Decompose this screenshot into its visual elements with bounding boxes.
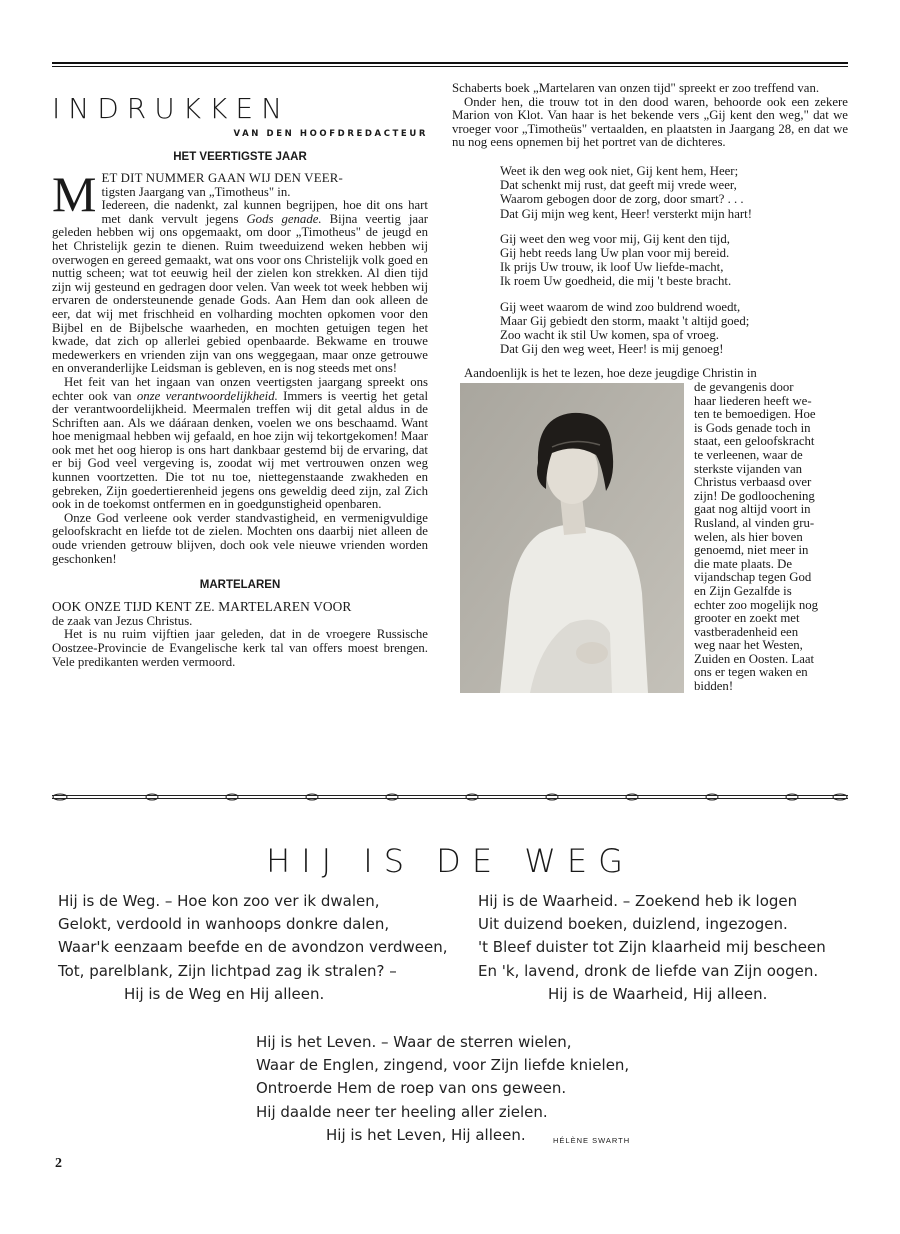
left-column: [52, 86, 428, 669]
lead-caps: ET DIT NUMMER GAAN WIJ DEN VEER-: [101, 171, 343, 185]
wrap-line: ons er tegen waken en: [694, 665, 808, 680]
verse-line: Tot, parelblank, Zijn lichtpad zag ik stralen? –: [58, 961, 397, 980]
right-column: [452, 82, 848, 697]
wrap-line: vastberadenheid een: [694, 624, 799, 639]
wrap-line: Rusland, al vinden gru-: [694, 515, 815, 530]
p2-a: Het feit van het ingaan van onzen veertigsten jaargang spreekt ons echter ook van: [52, 374, 428, 403]
verse-line: En 'k, lavend, dronk de liefde van Zijn oogen.: [478, 961, 819, 980]
verse-line: Hij is de Waarheid. – Zoekend heb ik logen: [478, 892, 798, 910]
wrap-line: die mate plaats. De: [694, 556, 793, 571]
wrap-line: haar liederen heeft we-: [694, 393, 812, 408]
paragraph-4: [52, 600, 428, 628]
p1-c: Bijna veertig jaar geleden hebben wij ons opgemaakt, om door „Timotheus" de jeugd en het Christelijk gezin te dienen. Ruim tweeduizend weken hebben wij overwogen en gereed gemaakt, wat ons voor ons Christelijk volk goed en nuttig scheen; wat tot eeuwig heil der zielen kon strekken. Al dien tijd zijn wij gesteund en gedragen door velen. Van week tot week hebben wij ervaren de ondersteunende genade Gods. Aan Hem dan ook alleen de eer, dat wij met frischheid en volharding mochten opkomen voor den Bijbel en de Bijbelsche waarheden, en mochten getuigen tegen het kwade, dat zich op allerlei gebied openbaarde. Bekwame en trouwe medewerkers en vrienden zijn van ons weggegaan, maar onze getrouwe en onveranderlijke Leidsman is gebleven, en is nog steeds met ons!: [52, 211, 429, 376]
verse-stanza-2: [478, 890, 826, 1006]
poem-line: Zoo wacht ik stil Uw komen, spa of vroeg.: [500, 328, 719, 342]
article-body: [52, 166, 429, 566]
wrap-line: welen, als hier boven: [694, 529, 803, 544]
page-number: 2: [55, 1156, 62, 1171]
verse-stanza-3: [256, 1031, 629, 1147]
poem-author: HÉLÈNE SWARTH: [553, 1136, 631, 1145]
p1-b: Iedereen, die nadenkt, zal kunnen begrijpen, hoe dit ons hart met dank vervult jegens: [101, 198, 428, 226]
right-body: [452, 82, 848, 150]
verse-line: 't Bleef duister tot Zijn klaarheid mij bescheen: [478, 938, 826, 957]
wrap-line: genoemd, niet meer in: [694, 543, 809, 558]
p2-b: Immers is veertig het getal der verantwoordelijkheid. Meermalen treffen wij dit getal aldus in de Schriften aan. Als we dááraan denken, voelen we ons beschaamd. Want hoe menigmaal hebben wij gefaald, en hoe zijn wij tekortgekomen! Maar ook met het oog hierop is ons hart dankbaar gestemd bij de ervaring, dat er bij God veel vergeving is, zoodat wij met vertrouwen onzen weg kunnen voortzetten. Die tot nu toe, niettegenstaande zwakheden en gebreken, Zijn goedertierenheid jegens ons geweldig deed zijn, zal Zich ook in de toekomst ontfermen en in goedgunstigheid openbaren.: [52, 388, 429, 512]
wrap-line: gaat nog altijd voort in: [694, 502, 811, 517]
poem-stanza: [500, 164, 848, 221]
verse-line: Waar de Englen, zingend, voor Zijn liefde knielen,: [256, 1056, 630, 1075]
p4-a: de zaak van Jezus Christus.: [52, 613, 193, 628]
martelaren-body: [52, 600, 428, 669]
poem-line: Waarom gebogen door de zorg, door smart? . . .: [500, 192, 744, 207]
poem-line: Gij weet den weg voor mij, Gij kent den tijd,: [500, 231, 730, 246]
p2-em: onze verantwoordelijkheid.: [136, 388, 278, 403]
heading-martelaren: MARTELAREN: [199, 579, 281, 592]
wrap-line: te verleenen, waar de: [694, 447, 803, 462]
wrap-line: zijn! De godloochening: [694, 488, 815, 503]
poem-line: Gij weet waarom de wind zoo buldrend woedt,: [500, 299, 741, 314]
poem-line: Weet ik den weg ook niet, Gij kent hem, Heer;: [500, 163, 739, 178]
verse-line: Gelokt, verdoold in wanhoops donkre dalen,: [58, 915, 390, 934]
wrap-line: sterkste vijanden van: [694, 461, 803, 476]
wrap-line: bidden!: [694, 679, 734, 694]
poem-line: Dat Gij mijn weg kent, Heer! versterkt mijn hart!: [500, 206, 752, 221]
right-paragraph-1: Schaberts boek „Martelaren van onzen tijd" spreekt er zoo treffend van.: [452, 81, 820, 95]
verse-line: Hij is het Leven. – Waar de sterren wielen,: [256, 1033, 572, 1051]
wrap-line: Christus verbaasd over: [694, 475, 812, 490]
wrap-line: vijandschap tegen God: [694, 570, 812, 585]
dropcap: M: [52, 166, 97, 222]
poem-title: HIJ IS DE WEG: [266, 842, 634, 880]
verse-refrain: Hij is de Waarheid, Hij alleen.: [548, 984, 768, 1003]
poem-line: Maar Gij gebiedt den storm, maakt 't altijd goed;: [500, 313, 750, 328]
wrap-line: en Zijn Gezalfde is: [694, 583, 792, 598]
ornamental-divider: [52, 790, 848, 804]
wrap-line: grooter en zoekt met: [694, 611, 800, 626]
p1-a: tigsten Jaargang van „Timotheus" in.: [101, 184, 291, 199]
wrap-line: ten te bemoedigen. Hoe: [694, 407, 816, 422]
poem-line: Ik roem Uw goedheid, die mij 't beste bracht.: [500, 274, 732, 289]
portrait-photo: [460, 383, 684, 693]
verse-refrain: Hij is het Leven, Hij alleen.: [326, 1125, 526, 1144]
paragraph-3: Onze God verleene ook verder standvastigheid, en vermenigvuldige geloofskracht en liefde tot de zielen. Mochten ons daarbij niet alleen de oude vrienden getrouw blijven, doch ook vele nieuwe vrienden worden geschonken!: [52, 510, 428, 566]
poem-line: Gij hebt reeds lang Uw plan voor mij bereid.: [500, 245, 730, 260]
poem-line: Dat schenkt mij rust, dat geeft mij vrede weer,: [500, 178, 737, 193]
portrait-image: [460, 383, 684, 693]
verse-line: Hij is de Weg. – Hoe kon zoo ver ik dwalen,: [58, 892, 380, 910]
wrap-line: Zuiden en Oosten. Laat: [694, 651, 815, 666]
wrap-line: echter zoo mogelijk nog: [694, 597, 819, 612]
poem-stanza: [500, 300, 848, 357]
verse-line: Waar'k eenzaam beefde en de avondzon verdween,: [58, 938, 448, 957]
poem-stanza: [500, 232, 848, 289]
poem-line: Ik prijs Uw trouw, ik loof Uw liefde-macht,: [500, 260, 724, 275]
verse-stanza-1: [58, 890, 448, 1006]
byline: VAN DEN HOOFDREDACTEUR: [233, 129, 428, 139]
verse-line: Hij daalde neer ter heeling aller zielen.: [256, 1102, 548, 1121]
paragraph-1: [52, 166, 429, 376]
right-paragraph-3-first: Aandoenlijk is het te lezen, hoe deze jeugdige Christin in: [464, 366, 757, 381]
p1-em: Gods genade.: [246, 211, 322, 226]
right-paragraph-2: Onder hen, die trouw tot in den dood waren, behoorde ook een zekere Marion von Klot. Van haar is het bekende vers „Gij kent den weg," dat we vroeger voor „Timotheüs" vertaalden, en plaatsten in Jaargang 28, en dat we nu nog eens opnemen bij het portret van de dichteres.: [452, 94, 848, 150]
masthead: INDRUKKEN: [52, 92, 291, 125]
paragraph-2: [52, 376, 428, 512]
top-rule: [52, 62, 848, 67]
wrap-line: de gevangenis door: [694, 380, 794, 394]
wrap-line: weg naar het Westen,: [694, 638, 803, 653]
heading-veertigste-jaar: HET VEERTIGSTE JAAR: [173, 151, 307, 163]
portrait-section: [452, 367, 848, 693]
marion-poem: [500, 164, 848, 356]
paragraph-5: Het is nu ruim vijftien jaar geleden, dat in de vroegere Russische Oostzee-Provincie de Evangelische kerk tal van offers moest brengen. Vele predikanten werden vermoord.: [52, 627, 428, 669]
lead-caps-2: OOK ONZE TIJD KENT ZE. MARTELAREN VOOR: [52, 599, 352, 615]
wrap-line: staat, een geloofskracht: [694, 434, 815, 449]
verse-refrain: Hij is de Weg en Hij alleen.: [124, 984, 325, 1003]
verse-line: Uit duizend boeken, duizlend, ingezogen.: [478, 915, 788, 934]
verse-line: Ontroerde Hem de roep van ons geween.: [256, 1079, 567, 1098]
wrap-line: is Gods genade toch in: [694, 420, 811, 435]
poem-line: Dat Gij den weg weet, Heer! is mij genoeg!: [500, 342, 724, 357]
divider-ornament-icon: [52, 790, 848, 804]
